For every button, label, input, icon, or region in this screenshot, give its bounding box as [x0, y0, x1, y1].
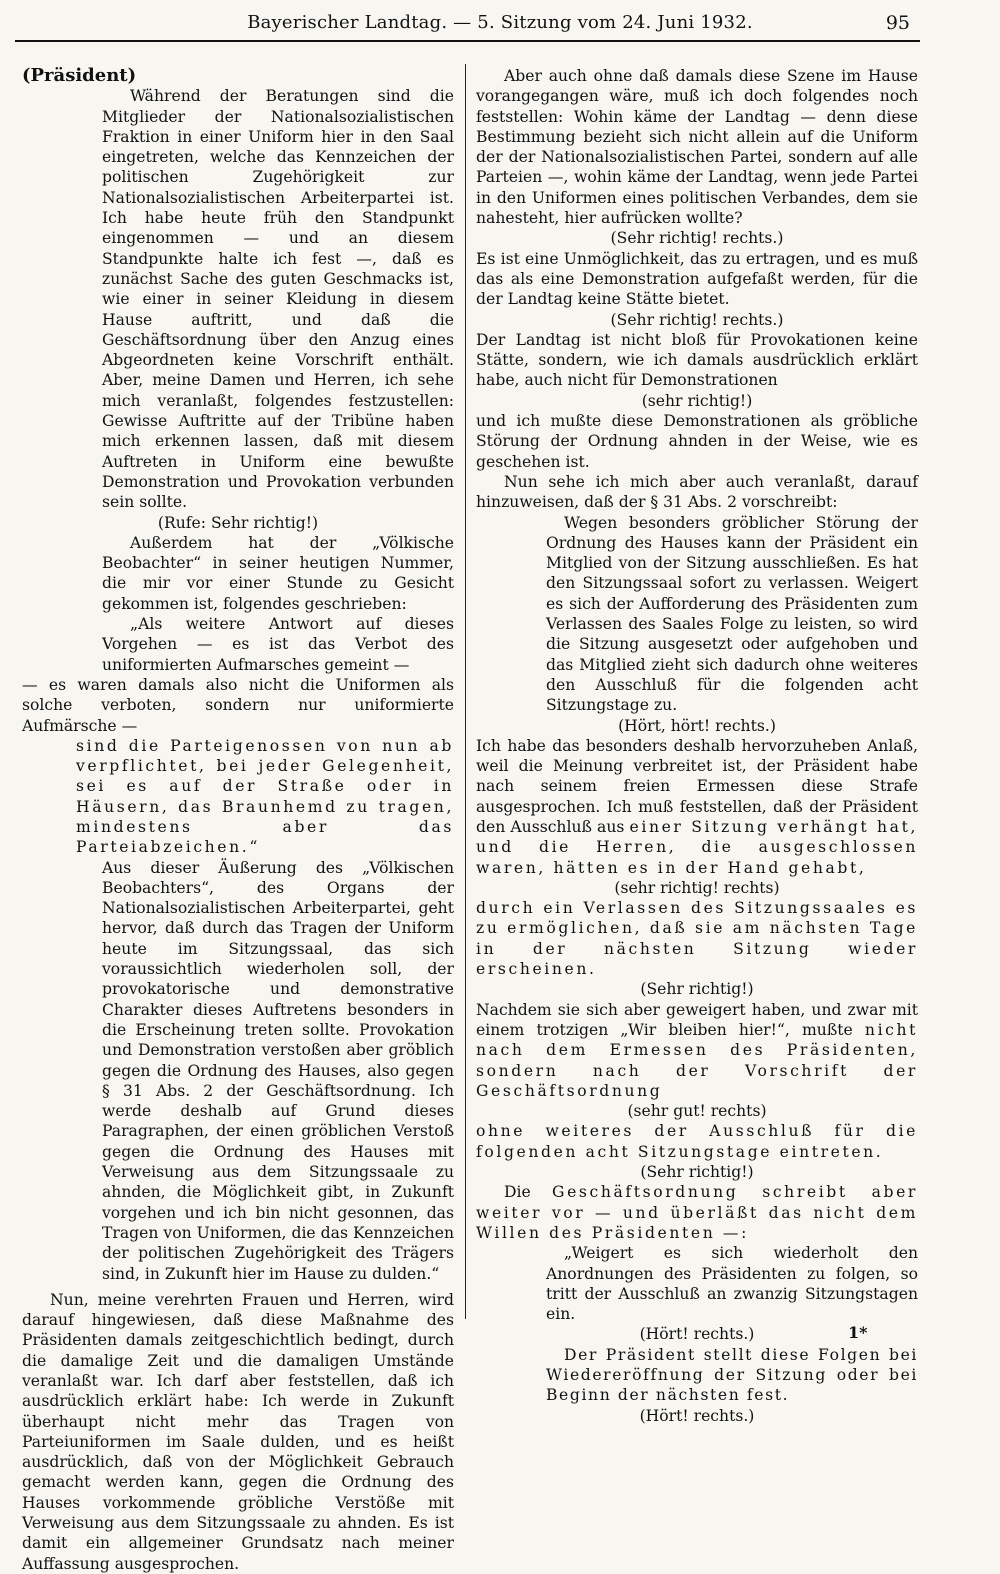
paragraph: Aber auch ohne daß damals diese Szene im Hause vorangegangen wäre, muß ich doch folgendes noch feststellen: Wohin käme der Landtag — denn diese Bestimmung bezieht sich nicht allein auf die Uniform der der Nationalsozialistischen Partei, sondern auf alle Parteien —, wohin käme der Landtag, wenn jede Partei in den Uniformen eines politischen Verbandes, dem sie nahesteht, hier aufrücken wollte?	[476, 67, 918, 228]
paragraph: Es ist eine Unmöglichkeit, das zu ertragen, und es muß das als eine Demonstration aufgefaßt werden, für die der Landtag keine Stätte bietet.	[476, 249, 918, 309]
interjection: (sehr richtig! rechts)	[614, 878, 780, 897]
paragraph: Nun, meine verehrten Frauen und Herren, wird darauf hingewiesen, daß diese Maßnahme des Präsidenten damals zeitgeschichtlich bedingt, durch die damalige Zeit und die damaligen Umstände veranlaßt war. Ich darf aber feststellen, daß ich ausdrücklich erklärt habe: Ich werde in Zukunft überhaupt nicht mehr das Tragen von Parteiuniformen im Saale dulden, und es heißt ausdrücklich, daß von der Möglichkeit Gebrauch gemacht werden kann, gegen die Ordnung des Hauses vorkommende gröbliche Verstöße mit Verweisung aus dem Sitzungssaale zu ahnden. Es ist damit ein allgemeiner Grundsatz nach meiner Auffassung ausgesprochen.	[22, 1290, 454, 1573]
right-column	[476, 66, 918, 1426]
left-column	[22, 66, 454, 1574]
interjection: (Hört, hört! rechts.)	[618, 716, 776, 735]
spaced-text: einer Sitzung verhängt hat, und die Herren, die ausgeschlossen waren, hätten es in der Hand gehabt,	[476, 817, 918, 877]
quotation: „Als weitere Antwort auf dieses Vorgehen — es ist das Verbot des uniformierten Aufmarsches gemeint —	[102, 615, 454, 674]
paragraph	[476, 1182, 918, 1243]
paragraph: — es waren damals also nicht die Uniformen als solche verboten, sondern nur uniformierte Aufmärsche —	[22, 675, 454, 735]
page-header	[0, 12, 1000, 38]
paragraph	[476, 1000, 918, 1101]
paragraph-part: Nachdem sie sich aber geweigert haben, und zwar mit einem trotzigen „Wir bleiben hier!“, mußte	[476, 1000, 918, 1039]
header-rule	[15, 40, 920, 42]
spaced-paragraph: ohne weiteres der Ausschluß für die folgenden acht Sitzungstage eintreten.	[476, 1122, 918, 1161]
paragraph-part: Die	[504, 1183, 531, 1202]
paragraph: Außerdem hat der „Völkische Beobachter“ in seiner heutigen Nummer, die mir vor einer Stunde zu Gesicht gekommen ist, folgendes geschrieben:	[102, 533, 454, 613]
quotation: sind die Parteigenossen von nun ab verpflichtet, bei jeder Gelegenheit, sei es auf der Straße oder in Häusern, das Braunhemd zu tragen, mindestens aber das Parteiabzeichen.“	[76, 736, 454, 857]
interjection: (Rufe: Sehr richtig!)	[157, 513, 319, 532]
paragraph: Nun sehe ich mich aber auch veranlaßt, darauf hinzuweisen, daß der § 31 Abs. 2 vorschreibt:	[476, 472, 918, 512]
speaker-label: (Präsident)	[22, 65, 137, 86]
paragraph: Während der Beratungen sind die Mitglieder der Nationalsozialistischen Fraktion in einer Uniform hier in den Saal eingetreten, welche das Kennzeichen der politischen Zugehörigkeit zur Nationalsozialistischen Arbeiterpartei ist. Ich habe heute früh den Standpunkt eingenommen — und an diesem Standpunkte halte ich fest —, daß es zunächst Sache des guten Geschmacks ist, wie einer in seiner Kleidung in diesem Hause auftritt, und daß die Geschäftsordnung über den Anzug eines Abgeordneten keine Vorschrift enthält. Aber, meine Damen und Herren, ich sehe mich veranlaßt, folgendes festzustellen: Gewisse Auftritte auf der Tribüne haben mich erkennen lassen, daß mit diesem Auftreten in Uniform eine bewußte Demonstration und Provokation verbunden sein sollte.	[102, 87, 454, 512]
interjection: (Sehr richtig!)	[640, 980, 754, 999]
interjection: (sehr richtig!)	[641, 391, 753, 410]
spaced-paragraph: durch ein Verlassen des Sitzungssaales es zu ermöglichen, daß sie am nächsten Tage in der nächsten Sitzung wieder erscheinen.	[476, 899, 918, 979]
interjection: (Hört! rechts.)	[639, 1406, 755, 1425]
column-divider	[465, 64, 466, 1319]
quotation: Der Präsident stellt diese Folgen bei Wiedereröffnung der Sitzung oder bei Beginn der nächsten fest.	[546, 1345, 918, 1405]
paragraph-part: Ich habe das besonders deshalb hervorzuheben Anlaß, weil die Meinung verbreitet ist, der Präsident habe nach seinem freien Ermessen diese Strafe ausgesprochen. Ich muß feststellen, daß der Präsident den Ausschluß aus	[476, 736, 918, 836]
spaced-text: nicht nach dem Ermessen des Präsidenten, sondern nach der Vorschrift der Geschäftsordnung	[476, 1020, 918, 1100]
paragraph	[476, 736, 918, 878]
quotation: Wegen besonders gröblicher Störung der Ordnung des Hauses kann der Präsident ein Mitglied von der Sitzung ausschließen. Es hat den Sitzungssaal sofort zu verlassen. Weigert es sich der Aufforderung des Präsidenten zum Verlassen des Saales Folge zu leisten, so wird die Sitzung ausgesetzt oder aufgehoben und das Mitglied zieht sich dadurch ohne weiteres den Ausschluß für die folgenden acht Sitzungstage zu.	[546, 513, 918, 715]
interjection: (Sehr richtig! rechts.)	[610, 310, 784, 329]
quotation: „Weigert es sich wiederholt den Anordnungen des Präsidenten zu folgen, so tritt der Ausschluß an zwanzig Sitzungstagen ein.	[546, 1244, 918, 1324]
page-number: 95	[885, 12, 910, 34]
signature-mark: 1*	[848, 1323, 868, 1342]
paragraph: Der Landtag ist nicht bloß für Provokationen keine Stätte, sondern, wie ich damals ausdrücklich erklärt habe, auch nicht für Demonstrationen	[476, 330, 918, 390]
interjection: (sehr gut! rechts)	[627, 1102, 767, 1121]
paragraph: Aus dieser Äußerung des „Völkischen Beobachters“, des Organs der Nationalsozialistischen Arbeiterpartei, geht hervor, daß durch das Tragen der Uniform heute im Sitzungssaal, das sich voraussichtlich wiederholen soll, der provokatorische und demonstrative Charakter dieses Auftretens besonders in die Erscheinung treten sollte. Provokation und Demonstration verstoßen aber gröblich gegen die Ordnung des Hauses, also gegen § 31 Abs. 2 der Geschäftsordnung. Ich werde deshalb auf Grund dieses Paragraphen, der einen gröblichen Verstoß gegen die Ordnung des Hauses mit Verweisung aus dem Sitzungssaale zu ahnden, die Möglichkeit gibt, in Zukunft vorgehen und ich bin nicht gesonnen, das Tragen von Uniformen, die das Kennzeichen der politischen Zugehörigkeit des Trägers sind, in Zukunft hier im Hause zu dulden.“	[102, 858, 454, 1283]
interjection: (Sehr richtig!)	[640, 1163, 754, 1182]
interjection: (Sehr richtig! rechts.)	[610, 229, 784, 248]
interjection: (Hört! rechts.)	[639, 1325, 755, 1344]
paragraph: und ich mußte diese Demonstrationen als gröbliche Störung der Ordnung ahnden in der Weise, wie es geschehen ist.	[476, 412, 918, 471]
running-title: Bayerischer Landtag. — 5. Sitzung vom 24. Juni 1932.	[247, 12, 753, 33]
spaced-text: Geschäftsordnung schreibt aber weiter vor — und überläßt das nicht dem Willen des Präsidenten —:	[476, 1183, 918, 1242]
